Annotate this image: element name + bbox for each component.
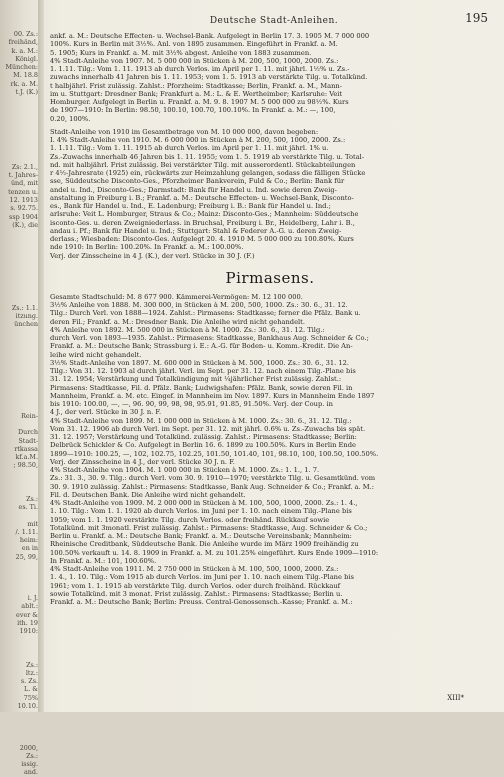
text-line: 4 J., der verl. Stücke in 30 J. n. F.	[50, 408, 162, 417]
bleed-fragment: i. J.	[27, 594, 38, 603]
bleed-fragment	[0, 229, 38, 237]
bleed-fragment	[0, 345, 38, 353]
text-line: sse, Süddeutsche Disconto-Ges., Pforzheimer Bankverein, Fuld & Co.; Berlin: Bank für	[50, 177, 345, 186]
bleed-fragment: t. Jahres-	[8, 171, 38, 180]
text-line: 31. 12. 1954; Verstärkung und Totalkündigung mit ¼jährlicher Frist zulässig. Zahlst.:	[50, 375, 342, 384]
text-line: durch Verl. von 1893—1935. Zahlst.: Pirmasens: Stadtkasse, Bankhaus Aug. Schneider & Co.;	[50, 334, 369, 342]
text-line: Verj. der Zinsscheine in 4 J., der verl. Stücke 30 J. n. F.	[50, 457, 235, 466]
bleed-fragment: issig.	[21, 760, 38, 769]
text-line: Pirmasens: Stadtkasse, Fil. d. Pfälz. Bank; Ludwigshafen: Pfälz. Bank, sowie deren Fil. in	[50, 383, 353, 392]
text-line: anstaltung in Freiburg i. B.; Frankf. a. M.: Deutsche Effecten- u. Wechsel-Bank, Disconto-	[50, 193, 354, 202]
text-line: 100%. Kurs in Berlin mit 3½%. Anl. von 1895 zusammen. Eingeführt in Frankf. a. M.	[50, 40, 338, 49]
text-line: Verj. der Zinsscheine in 4 J. (K.), der verl. Stücke in 30 J. (F.)	[50, 251, 255, 260]
bleed-fragment	[0, 287, 38, 295]
text-line: 4% Stadt-Anleihe von 1911. M. 2 750 000 in Stücken à M. 100, 500, 1000, 2000. Zs.:	[50, 565, 339, 573]
bleed-fragment: rtkassa	[14, 444, 38, 453]
bleed-fragment	[0, 279, 38, 287]
bleed-fragment	[0, 478, 38, 486]
bleed-fragment	[0, 354, 38, 362]
bleed-fragment: ablt.:	[21, 602, 38, 611]
bleed-fragment: 12. 1913	[9, 195, 38, 204]
bleed-fragment	[0, 121, 38, 129]
text-line: ankf. a. M.: Deutsche Effecten- u. Wechsel-Bank. Aufgelegt in Berlin 17. 3. 1905 M. 7 000 000	[50, 32, 370, 40]
text-line: 100.50% verkauft u. 14. 8. 1909 in Frankf. a. M. zu 101.25% eingeführt. Kurs Ende 1909—1910:	[50, 548, 379, 557]
text-line: sowie Totalkünd. mit 3 monat. Frist zulässig. Zahlst.: Pirmasens: Stadtkasse; Berlin u.	[50, 589, 343, 598]
bleed-fragment	[0, 403, 38, 411]
text-line: Rheinische Creditbank, Süddeutsche Bank. Die Anleihe wurde im März 1909 freihändig zu	[50, 540, 359, 549]
text-line: Mannheim, Frankf. a. M. etc. Eingef. in Mannheim im Nov. 1897. Kurs in Mannheim Ende 1897	[50, 391, 375, 400]
bleed-fragment	[0, 138, 38, 146]
text-line: 4% Stadt-Anleihe von 1904. M. 1 000 000 in Stücken à M. 1000. Zs.: 1. 1., 1. 7.	[50, 466, 320, 474]
bleed-fragment	[0, 486, 38, 494]
bleed-fragment	[0, 644, 38, 652]
text-line: Tilg.: Von 31. 12. 1903 al durch jährl. Verl. im Sept. per 31. 12. nach einem Tilg.-Plane bis	[50, 367, 356, 375]
bleed-fragment: ssp 1904	[9, 212, 38, 221]
pforzheim-continuation	[50, 32, 490, 260]
text-line: es., Bank für Handel u. Ind., E. Ladenburg; Freiburg i. B.: Bank für Handel u. Ind.;	[50, 202, 331, 210]
bleed-fragment: ünchen	[14, 320, 38, 329]
bleed-fragment: ever &	[16, 610, 38, 619]
text-line: Zs.-Zuwachs innerhalb 46 Jahren bis 1. 11. 1955; vom 1. 5. 1919 ab verstärkte Tilg. u. Total-	[50, 152, 365, 161]
text-line: 1899—1910: 100.25, —, 102, 102.75, 102.25, 101.50, 101.40, 101, 98.10, 100, 100.50, 100.50%.	[50, 449, 379, 458]
text-line: t halbjährl. Frist zulässig. Zahlst.: Pforzheim: Stadtkasse; Berlin, Frankf. a. M., Mann-	[50, 81, 342, 90]
text-line: 3½% Anleihe von 1888. M. 300 000, in Stücken à M. 200, 500, 1000. Zs.: 30. 6., 31. 12.	[50, 301, 348, 309]
text-line: arlsruhe: Veit L. Homburger, Straus & Co.; Mainz: Disconto-Ges.; Mannheim: Süddeutsche	[50, 210, 359, 219]
bleed-fragment	[0, 586, 38, 594]
bleed-fragment: tenzen u.	[8, 187, 38, 196]
bleed-fragment	[0, 246, 38, 254]
bleed-fragment: Rein-	[21, 411, 38, 420]
bleed-fragment	[0, 271, 38, 279]
text-line: 1961; vom 1. 1. 1915 ab verstärkte Tilg. durch Verlos. oder durch freihänd. Rückkauf	[50, 581, 341, 590]
bleed-fragment: itzung.	[15, 312, 38, 321]
bleed-fragment	[0, 113, 38, 121]
bleed-fragment: M. 18.8	[13, 71, 38, 80]
page-header	[50, 11, 498, 29]
text-line: 4% Stadt-Anleihe von 1907. M. 5 000 000 in Stücken à M. 200, 500, 1000, 2000. Zs.:	[50, 56, 339, 65]
bleed-fragment: /. 1.11.	[15, 527, 38, 536]
bleed-fragment: 00. Zs.:	[13, 30, 38, 38]
bleed-fragment	[0, 262, 38, 270]
bleed-fragment: rk. a. M.	[10, 79, 38, 88]
text-line: 1. 1.11. Tilg.: Vom 1. 11. 1915 ab durch Verlos. im April per 1. 11. mit jährl. 1% u.	[50, 144, 329, 153]
bleed-fragment: München:	[5, 63, 38, 72]
bleed-fragment	[0, 146, 38, 154]
bleed-fragment: 25, 99,	[15, 552, 38, 561]
bleed-fragment	[0, 727, 38, 735]
bleed-fragment	[0, 130, 38, 138]
text-line: 1. 4., 1. 10. Tilg.: Vom 1915 ab durch Verlos. im Juni per 1. 10. nach einem Tilg.-Plane bis	[50, 573, 354, 582]
text-line: 4% Stadt-Anleihe von 1899. M. 1 000 000 in Stücken à M. 1000. Zs.: 30. 6., 31. 12. Tilg.:	[50, 416, 352, 425]
bleed-fragment	[0, 154, 38, 162]
text-line: andau i. Pf.; Bank für Handel u. Ind.; Stuttgart: Stahl & Federer A.-G. u. deren Zweig-	[50, 226, 342, 235]
bleed-fragment: s. Zs.	[20, 677, 38, 686]
bleed-fragment: ith. 19	[17, 619, 38, 628]
bleed-fragment: kf.a.M.	[15, 453, 38, 462]
text-line: Homburger. Aufgelegt in Berlin u. Frankf. a. M. 9. 8. 1907 M. 5 000 000 zu 98½%. Kurs	[50, 98, 349, 106]
text-line: isconto-Ges. u. deren Zweigniederlass. in Bruchsal, Freiburg i. Br., Heidelberg, Lahr i. B.,	[50, 218, 355, 227]
bleed-fragment	[0, 470, 38, 478]
bleed-fragment: Zs.: 1.1.	[11, 303, 38, 312]
running-head: Deutsche Stadt-Anleihen.	[209, 16, 339, 26]
bleed-fragment: Zs.:	[26, 751, 38, 760]
text-line: Tilg.: Durch Verl. von 1888—1924. Zahlst.: Pirmasens: Stadtkasse; ferner die Pfälz. Bank u.	[50, 309, 361, 318]
text-line: 5. 1905; Kurs in Frankf. a. M. mit 3½% abgest. Anleihe von 1883 zusammen.	[50, 48, 312, 57]
bleed-fragment: 10.10.	[17, 702, 38, 711]
page-gutter	[38, 0, 44, 712]
bleed-fragment	[0, 395, 38, 403]
bleed-fragment: Zs.:	[26, 660, 38, 669]
bleed-fragment	[0, 254, 38, 262]
bleed-fragment	[0, 329, 38, 337]
bleed-fragment	[0, 362, 38, 370]
bleed-fragment: 2000,	[19, 743, 38, 752]
bleed-fragment: 75%	[23, 693, 38, 702]
text-line: r 4½-Jahresrate (1925) ein, rückwärts zur Heimzahlung gelangen, sodass die fälligen Stücke	[50, 169, 366, 177]
text-line: nd. mit halbjährl. Frist zulässig. Bei verstärkter Tilg. mit ausserordentl. Stückabteilungen	[50, 160, 356, 169]
bleed-fragment: ltz.:	[25, 668, 38, 677]
bleed-fragment	[0, 511, 38, 519]
body-text	[50, 32, 490, 606]
bleed-fragment: Stadt-	[18, 436, 38, 445]
text-line: im u. Stuttgart: Dresdner Bank; Frankfurt a. M.: L. & E. Wertheimber; Karlsruhe: Veit	[50, 89, 343, 98]
bleed-fragment: es. Ti.	[18, 502, 38, 511]
bleed-fragment: en in	[21, 544, 38, 553]
bleed-fragment: L. &	[24, 685, 38, 694]
bleed-fragment: 1910:	[19, 627, 38, 636]
text-line: Frankf. a. M.: Deutsche Bank; Strassburg i. E.: A.-G. für Boden- u. Komm.-Kredit. Die An-	[50, 342, 353, 351]
text-line: 1959; vom 1. 1. 1920 verstärkte Tilg. durch Verlos. oder freihänd. Rückkauf sowie	[50, 515, 330, 524]
text-line: Frankf. a. M.: Deutsche Bank; Berlin: Preuss. Central-Genossensch.-Kasse; Frankf. a. M.:	[50, 598, 353, 606]
section-title: Pirmasens.	[225, 268, 315, 287]
bleed-fragment: heim:	[19, 536, 38, 545]
text-line: 1. 1.11. Tilg.: Vom 1. 11. 1913 ab durch Verlos. im April per 1. 11. mit jährl. 1½% u. Zs.-	[50, 65, 350, 73]
text-line: Fil. d. Deutschen Bank. Die Anleihe wird nicht gehandelt.	[50, 490, 246, 499]
bleed-fragment: s. 92.75.	[10, 204, 38, 213]
bleed-fragment: (K.), die	[12, 220, 38, 229]
bleed-fragment	[0, 735, 38, 743]
bleed-fragment	[0, 296, 38, 304]
bleed-fragment	[0, 561, 38, 569]
bleed-fragment	[0, 105, 38, 113]
text-line: andel u. Ind., Disconto-Ges.; Darmstadt: Bank für Handel u. Ind. sowie deren Zweig-	[50, 185, 337, 194]
bleed-fragment: Zs: 2.1.,	[11, 162, 38, 171]
bleed-fragment: t.J. (K.)	[15, 88, 38, 97]
text-line: deren Fil.; Frankf. a. M.: Dresdner Bank. Die Anleihe wird nicht gehandelt.	[50, 317, 305, 326]
text-line: zuwachs innerhalb 41 Jahren bis 1. 11. 1953; vom 1. 5. 1913 ab verstärkte Tilg. u. Totalkünd.	[50, 73, 368, 82]
bleed-fragment: Zs.:	[26, 494, 38, 503]
bleed-fragment	[0, 378, 38, 386]
text-line: Vom 31. 12. 1906 ab durch Verl. im Sept. per 31. 12. mit jährl. 0.6% u. Zs.-Zuwachs bis spät.	[50, 424, 366, 433]
text-line: In Frankf. a. M.: 101, 100.60%.	[50, 556, 157, 565]
text-line: 30. 9. 1910 zulässig. Zahlst.: Pirmasens: Stadtkasse, Bank Aug. Schneider & Co.; Frankf. a. M.:	[50, 482, 375, 491]
text-line: Totalkünd. mit 3monatl. Frist zulässig. Zahlst.: Pirmasens: Stadtkasse, Aug. Schneider & Co.;	[50, 523, 368, 532]
bleed-fragment: k. a. M.:	[11, 46, 38, 55]
bleed-fragment	[0, 569, 38, 577]
bleed-fragment	[0, 237, 38, 245]
bleed-fragment: ünd, mit	[10, 179, 38, 188]
bleed-fragment: Durch	[18, 428, 38, 437]
text-line: leihe wird nicht gehandelt.	[50, 350, 142, 359]
page-number: 195	[465, 11, 488, 25]
text-line: Zs.: 31. 3., 30. 9. Tilg.: durch Verl. vom 30. 9. 1910—1970; verstärkte Tilg. u. Gesamtkünd. vom	[50, 474, 376, 483]
text-line: Delbrück Schickler & Co. Aufgelegt in Berlin 16. 6. 1899 zu 100.50%. Kurs in Berlin Ende	[50, 441, 356, 450]
text-line: Stadt-Anleihe von 1910 im Gesamtbetrage von M. 10 000 000, davon begeben:	[50, 127, 319, 136]
signature-mark: XIII*	[447, 694, 464, 702]
facing-page-bleed	[0, 30, 38, 777]
text-line: de 1907—1910: In Berlin: 98.50, 100.10, 100.70, 100.10%. In Frankf. a. M.: —, 100,	[50, 106, 336, 115]
text-line: Berlin u. Frankf. a. M.: Deutsche Bank; Frankf. a. M.: Deutsche Vereinsbank; Mannheim:	[50, 532, 352, 540]
bleed-fragment	[0, 387, 38, 395]
text-line: 1. 10. Tilg.: Vom 1. 1. 1920 ab durch Verlos. im Juni per 1. 10. nach einem Tilg.-Plane bis	[50, 507, 352, 516]
text-line: 3½% Stadt-Anleihe von 1897. M. 600 000 in Stücken à M. 500, 1000. Zs.: 30. 6., 31. 12.	[50, 358, 350, 367]
text-line: Gesamte Stadtschuld: M. 8 677 900. Kämmerei-Vermögen: M. 12 100 000.	[50, 292, 303, 301]
text-line: nde 1910: In Berlin: 100.20%. In Frankf. a. M.: 100.00%.	[50, 243, 244, 252]
bleed-fragment: Königl.	[15, 54, 38, 63]
bleed-fragment: freihänd,	[8, 38, 38, 47]
bleed-fragment: mit	[27, 519, 38, 528]
bleed-fragment	[0, 420, 38, 428]
bleed-fragment	[0, 370, 38, 378]
bleed-fragment	[0, 719, 38, 727]
text-line: 0.20, 100%.	[50, 114, 91, 123]
text-line: 4% Stadt-Anleihe von 1909. M. 2 000 000 in Stücken à M. 100, 500, 1000, 2000. Zs.: 1. 4.,	[50, 499, 358, 507]
bleed-fragment	[0, 96, 38, 104]
bleed-fragment: ; 98.50,	[13, 461, 38, 470]
bleed-fragment	[0, 652, 38, 660]
text-line: derlass.; Wiesbaden: Disconto-Ges. Aufgelegt 20. 4. 1910 M. 5 000 000 zu 100.80%. Kurs	[50, 235, 354, 243]
text-line: I. 4% Stadt-Anleihe von 1910. M. 6 000 000 in Stücken à M. 200, 500, 1000, 2000. Zs.:	[50, 136, 346, 144]
bleed-fragment	[0, 636, 38, 644]
text-line: 4% Anleihe von 1892. M. 500 000 in Stücken à M. 1000. Zs.: 30. 6., 31. 12. Tilg.:	[50, 325, 325, 334]
bleed-fragment	[0, 710, 38, 718]
bleed-fragment: and.	[23, 768, 38, 777]
bleed-fragment	[0, 578, 38, 586]
text-line: 31. 12. 1957; Verstärkung und Totalkünd. zulässig. Zahlst.: Pirmasens: Stadtkasse; Berlin:	[50, 433, 357, 441]
text-line: bis 1910: 100.00, —, —, 96. 90, 99, 98, 98, 95.91, 91.85, 91.50%. Verj. der Coup. in	[50, 400, 333, 408]
pirmasens-section	[50, 293, 490, 607]
bleed-fragment	[0, 337, 38, 345]
